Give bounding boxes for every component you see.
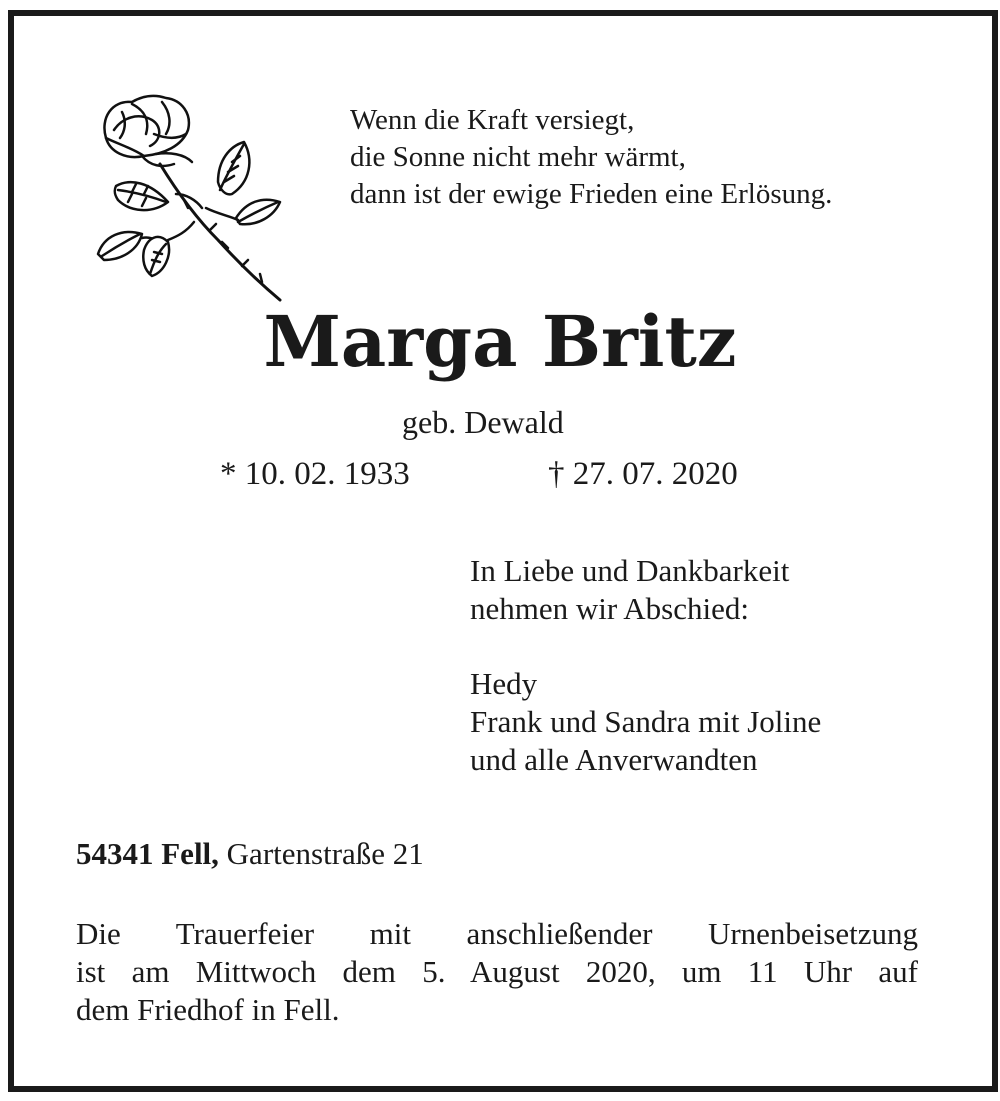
address-city: 54341 Fell, [76,836,219,871]
mourner-line: Frank und Sandra mit Joline [470,704,822,739]
mourner-line: Hedy [470,666,538,701]
birth-name: geb. Dewald [402,404,564,440]
rose-icon [92,90,292,305]
funeral-info [76,915,918,1029]
motto-line: die Sonne nicht mehr wärmt, [350,141,686,173]
deceased-name: Marga Britz [263,300,737,383]
family-address [76,836,424,872]
funeral-line: dem Friedhof in Fell. [76,992,340,1027]
death-date: † 27. 07. 2020 [548,456,738,492]
motto-line: Wenn die Kraft versiegt, [350,104,635,136]
farewell-line: In Liebe und Dankbarkeit [470,553,790,588]
funeral-line: Die Trauerfeier mit anschließender Urnenbeisetzung [76,916,918,951]
mourners-list [470,665,821,779]
address-street: Gartenstraße 21 [226,836,424,871]
motto-verse [350,102,832,213]
farewell-line: nehmen wir Abschied: [470,591,749,626]
funeral-line: ist am Mittwoch dem 5. August 2020, um 11 Uhr auf [76,954,918,989]
farewell-text [470,552,789,628]
birth-date: * 10. 02. 1933 [220,456,410,492]
motto-line: dann ist der ewige Frieden eine Erlösung. [350,178,833,210]
mourner-line: und alle Anverwandten [470,742,758,777]
